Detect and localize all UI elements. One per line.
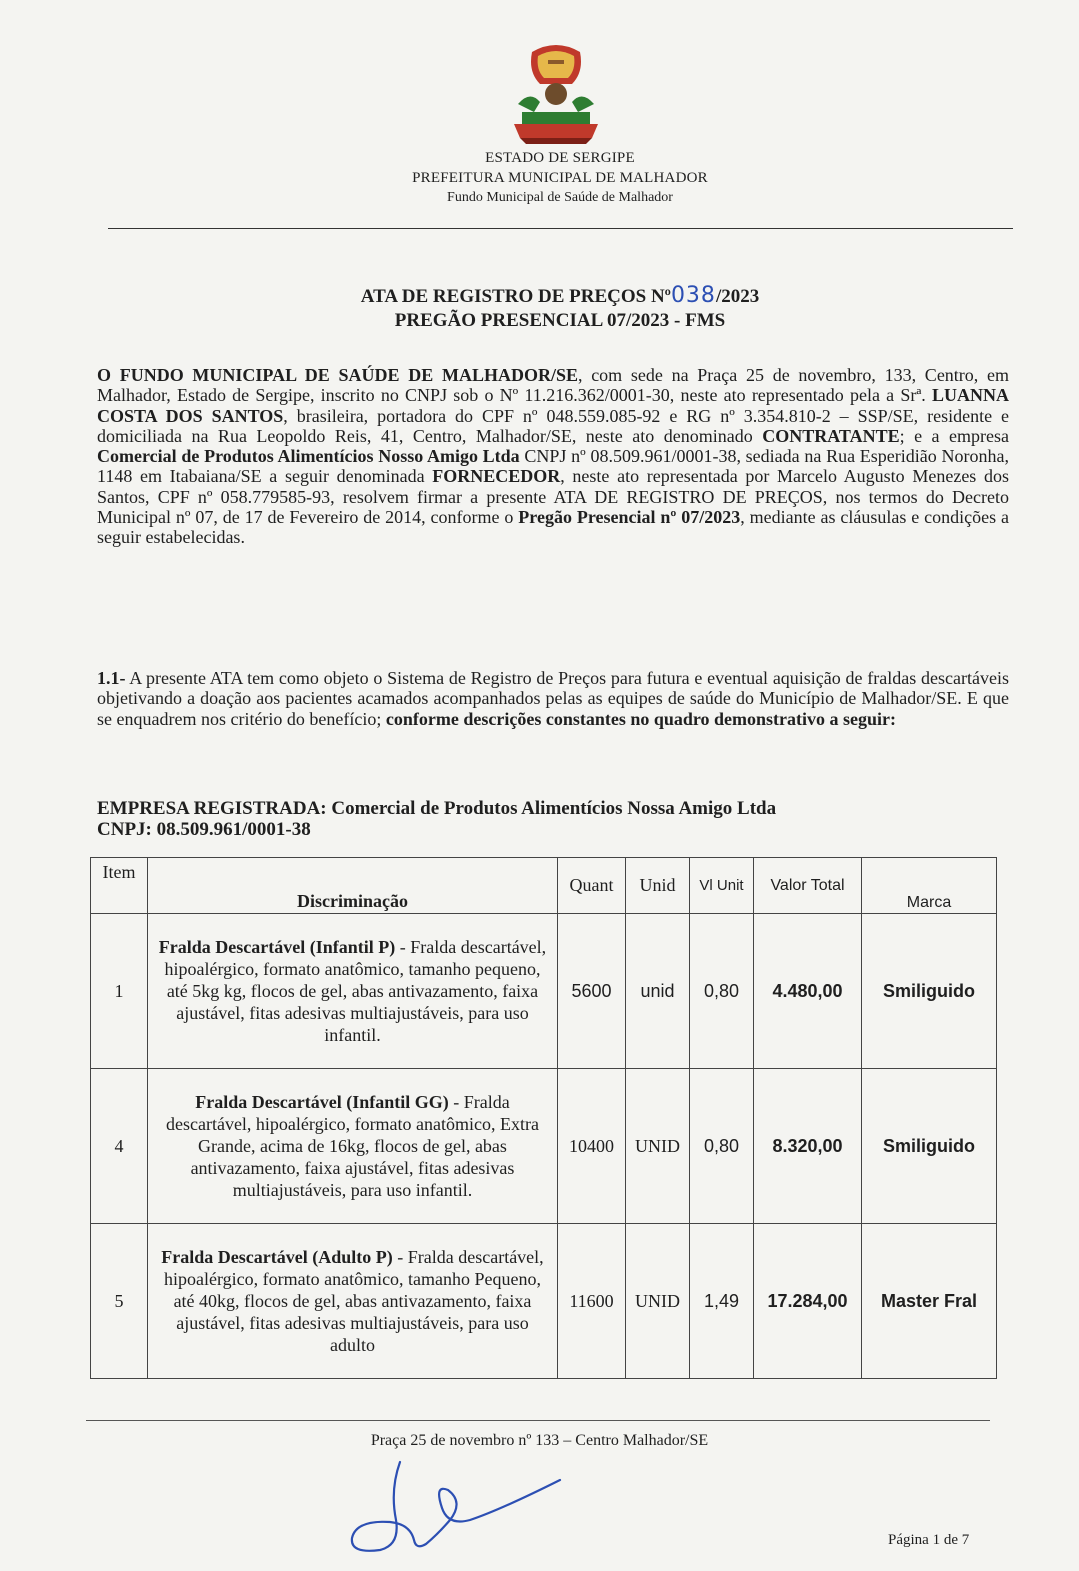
cell-quant: 5600 [558,914,626,1069]
item-name: Fralda Descartável (Infantil P) [158,937,396,957]
intro-text-4: CNPJ nº 08.509.961/0001-38, sediada na Rua Esperidião Noronha, 1148 em Itabaiana/SE a seguir denominada [97,446,1009,487]
footer-address: Praça 25 de novembro nº 133 – Centro Malhador/SE [370,1432,709,1449]
cell-total: 4.480,00 [754,914,862,1069]
item-details: - Fralda descartável, hipoalérgico, formato anatômico, Extra Grande, acima de 16kg, flocos de gel, abas antivazamento, faixa ajustável, fitas adesivas multiajustáveis, para uso infantil. [165,1092,540,1200]
item-name: Fralda Descartável (Infantil GG) [195,1092,449,1112]
cell-quant: 11600 [558,1224,626,1379]
table-header-row [91,858,997,914]
page-number: Página 1 de 7 [888,1532,970,1548]
item-details: - Fralda descartável, hipoalérgico, formato anatômico, tamanho pequeno, até 5kg kg, flocos de gel, abas antivazamento, faixa ajustável, fitas adesivas multiajustáveis, para uso infantil. [164,937,547,1045]
table-row [91,1224,997,1379]
col-header-desc: Discriminação [148,858,558,914]
company-cnpj: CNPJ: 08.509.961/0001-38 [97,819,311,840]
cell-total: 17.284,00 [754,1224,862,1379]
cell-description [148,1224,558,1379]
footer-divider [86,1420,990,1421]
table-row [91,1069,997,1224]
document-title [240,283,880,308]
col-header-vlunit: Vl Unit [690,858,754,914]
cell-total: 8.320,00 [754,1069,862,1224]
registered-company [97,798,776,840]
col-header-marca: Marca [862,858,997,914]
cell-quant: 10400 [558,1069,626,1224]
items-table [90,857,997,1379]
cell-marca: Smiliguido [862,1069,997,1224]
header-state: ESTADO DE SERGIPE [485,150,635,166]
clause-1-1 [97,668,1009,729]
item-name: Fralda Descartável (Adulto P) [161,1247,393,1267]
intro-text-3: ; e a empresa [899,425,1010,446]
clause-number: 1.1- [97,668,126,688]
title-suffix: /2023 [715,286,760,307]
intro-fund-name: O FUNDO MUNICIPAL DE SAÚDE DE MALHADOR/SE [97,365,578,385]
intro-contratante: CONTRATANTE [762,425,900,446]
col-header-item: Item [91,858,148,914]
cell-vlunit: 0,80 [690,914,754,1069]
cell-unid: UNID [626,1069,690,1224]
intro-fornecedor: FORNECEDOR [432,466,561,487]
cell-vlunit: 1,49 [690,1224,754,1379]
header-divider [108,228,1013,229]
title-prefix: ATA DE REGISTRO DE PREÇOS Nº [360,286,671,307]
municipal-coat-of-arms-icon [510,42,602,146]
cell-item: 4 [91,1069,148,1224]
intro-text-1: , com sede na Praça 25 de novembro, 133, Centro, em Malhador, Estado de Sergipe, inscrito no CNPJ sob o Nº 11.216.362/0001-30, neste ato representado pela a Srª. [97,365,1010,406]
letterhead [330,148,790,208]
intro-text-2: , brasileira, portadora do CPF nº 048.559.085-92 e RG nº 3.354.810-2 – SSP/SE, residente e domiciliada na Rua Leopoldo Reis, 41, Centro, Malhador/SE, neste ato denominado [97,405,1009,446]
intro-representative: LUANNA COSTA DOS SANTOS [97,385,1009,426]
intro-text-6: , mediante as cláusulas e condições a seguir estabelecidas. [97,507,1009,548]
handwritten-signature-icon [330,1450,570,1570]
intro-company: Comercial de Produtos Alimentícios Nosso Amigo Ltda [97,446,520,467]
cell-description [148,1069,558,1224]
intro-text-5: , neste ato representada por Marcelo Augusto Menezes dos Santos, CPF nº 058.779585-93, resolvem firmar a presente ATA DE REGISTRO DE PREÇOS, nos termos do Decreto Municipal nº 07, de 17 de Fevereiro de 2014, conforme o [97,466,1009,528]
document-subtitle: PREGÃO PRESENCIAL 07/2023 - FMS [394,310,726,331]
col-header-total: Valor Total [754,858,862,914]
item-details: - Fralda descartável, hipoalérgico, formato anatômico, tamanho Pequeno, até 40kg, flocos de gel, abas antivazamento, faixa ajustável, fitas adesivas multiajustáveis, para uso adulto [163,1247,544,1355]
cell-item: 5 [91,1224,148,1379]
header-fund: Fundo Municipal de Saúde de Malhador [447,190,673,205]
col-header-quant: Quant [558,858,626,914]
cell-description [148,914,558,1069]
cell-item: 1 [91,914,148,1069]
cell-unid: UNID [626,1224,690,1379]
col-header-unid: Unid [626,858,690,914]
header-prefecture: PREFEITURA MUNICIPAL DE MALHADOR [412,170,708,186]
cell-vlunit: 0,80 [690,1069,754,1224]
table-row [91,914,997,1069]
handwritten-number: 038 [670,283,716,308]
company-name: EMPRESA REGISTRADA: Comercial de Produtos Alimentícios Nossa Amigo Ltda [97,798,777,819]
intro-pregao: Pregão Presencial nº 07/2023 [518,507,741,528]
cell-unid: unid [626,914,690,1069]
clause-text: A presente ATA tem como objeto o Sistema de Registro de Preços para futura e eventual aquisição de fraldas descartáveis objetivando a doação aos pacientes acamados acompanhados pelas as equipes de saúde do Município de Malhador/SE. E que se enquadrem nos critério do benefício; [97,668,1009,729]
cell-marca: Smiliguido [862,914,997,1069]
intro-paragraph [97,365,1009,548]
clause-bold-tail: conforme descrições constantes no quadro demonstrativo a seguir: [385,708,897,729]
cell-marca: Master Fral [862,1224,997,1379]
